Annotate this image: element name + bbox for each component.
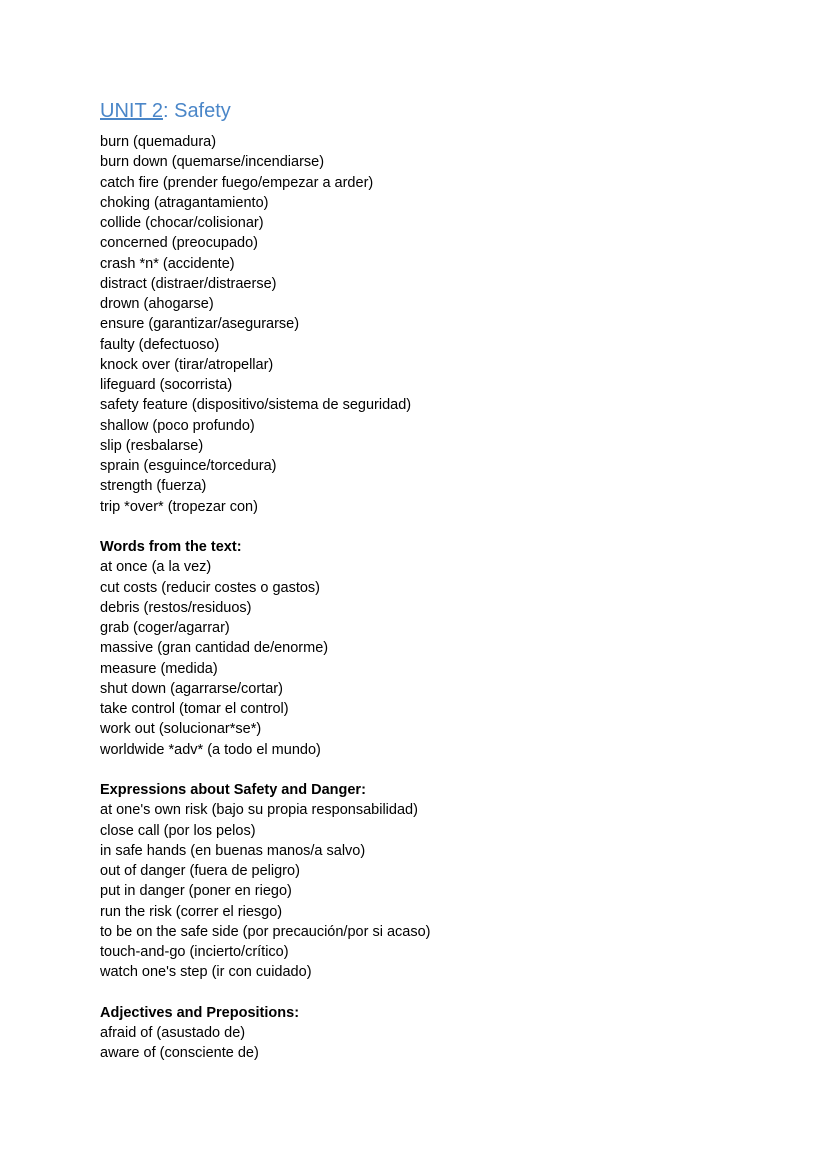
vocab-section-main [100,132,800,517]
vocab-item: watch one's step (ir con cuidado) [100,964,312,981]
vocab-item: massive (gran cantidad de/enorme) [100,640,329,657]
vocab-item: ensure (garantizar/asegurarse) [100,316,300,333]
document-page [100,98,800,1064]
vocab-item: aware of (consciente de) [100,1045,259,1062]
vocab-section-expressions [100,780,800,983]
vocab-item: safety feature (dispositivo/sistema de seguridad) [100,397,412,414]
vocab-item: choking (atragantamiento) [100,194,269,211]
section-heading: Words from the text: [100,539,242,555]
vocab-section-adjectives [100,1003,800,1064]
spacer [100,760,800,780]
vocab-item: concerned (preocupado) [100,235,258,252]
spacer [100,517,800,537]
vocab-item: debris (restos/residuos) [100,599,252,616]
unit-title [100,98,800,124]
vocab-item: in safe hands (en buenas manos/a salvo) [100,842,366,859]
vocab-item: work out (solucionar*se*) [100,721,262,738]
vocab-item: faulty (defectuoso) [100,336,220,353]
vocab-item: afraid of (asustado de) [100,1025,246,1041]
vocab-item: burn down (quemarse/incendiarse) [100,154,325,171]
vocab-section-text [100,537,800,760]
vocab-item: close call (por los pelos) [100,822,256,839]
vocab-item: knock over (tirar/atropellar) [100,356,274,373]
vocab-item: at one's own risk (bajo su propia responsabilidad) [100,802,418,819]
vocab-item: strength (fuerza) [100,478,207,495]
section-heading: Adjectives and Prepositions: [100,1004,300,1021]
vocab-item: shut down (agarrarse/cortar) [100,680,283,697]
vocab-item: sprain (esguince/torcedura) [100,458,277,474]
vocab-item: cut costs (reducir costes o gastos) [100,579,320,596]
section-heading: Expressions about Safety and Danger: [100,782,366,798]
unit-link[interactable]: UNIT 2 [100,100,163,122]
vocab-item: lifeguard (socorrista) [100,377,233,393]
vocab-item: shallow (poco profundo) [100,417,255,434]
vocab-item: slip (resbalarse) [100,437,204,454]
vocab-item: collide (chocar/colisionar) [100,215,264,231]
vocab-item: catch fire (prender fuego/empezar a arder) [100,174,374,191]
vocab-item: measure (medida) [100,660,218,677]
vocab-item: touch-and-go (incierto/crítico) [100,944,289,960]
vocab-item: out of danger (fuera de peligro) [100,863,300,879]
vocab-item: grab (coger/agarrar) [100,620,230,636]
vocab-item: drown (ahogarse) [100,296,214,312]
vocab-item: burn (quemadura) [100,134,217,150]
vocab-item: at once (a la vez) [100,559,212,576]
vocab-item: take control (tomar el control) [100,701,289,717]
vocab-item: distract (distraer/distraerse) [100,275,277,292]
vocab-item: crash *n* (accidente) [100,255,235,272]
unit-title-rest: : Safety [162,100,231,122]
vocab-item: run the risk (correr el riesgo) [100,903,283,920]
vocab-item: put in danger (poner en riego) [100,883,292,900]
vocab-item: to be on the safe side (por precaución/por si acaso) [100,923,431,940]
spacer [100,983,800,1003]
vocab-item: trip *over* (tropezar con) [100,498,258,515]
vocab-item: worldwide *adv* (a todo el mundo) [100,741,321,758]
